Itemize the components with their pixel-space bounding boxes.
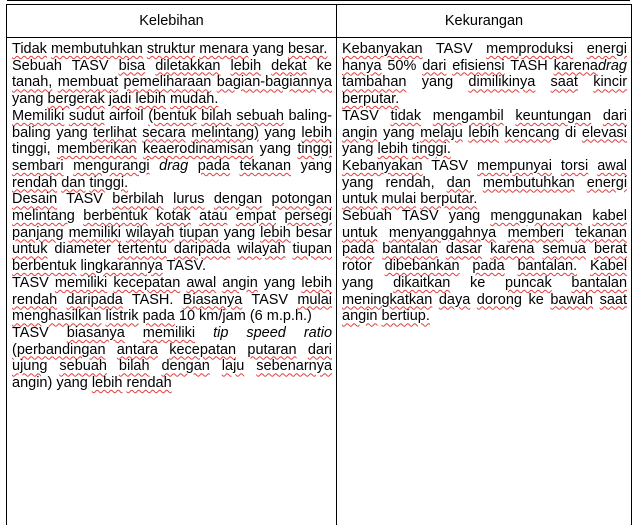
right-paragraph: [342, 41, 627, 108]
left-paragraph: [12, 41, 332, 58]
left-text-run: Memiliki sudut airfoil (bentuk bilah sebuah baling-baling yang terlihat secara melintang) yang lebih tinggi, memberikan keaerodinamisan yang tinggi sembari mengurangi: [12, 107, 333, 174]
kekurangan-cell: [337, 38, 632, 525]
comparison-table: [6, 4, 632, 525]
left-text-run: Desain TASV berbilah lurus dengan potongan melintang berbentuk kotak atau empat persegi panjang memiliki wilayah tiupan yang lebih besar untuk diameter tertentu daripada wilayah tiupan berbentuk lingkarannya TASV.: [12, 191, 333, 275]
table-header-row: [7, 5, 632, 38]
table-body-row: [7, 38, 632, 525]
left-paragraph: [12, 191, 332, 275]
right-text-run: Kebanyakan TASV mempunyai torsi awal yang rendah, dan membutuhkan energi untuk mulai berputar.: [342, 157, 628, 208]
right-text-run: drag: [597, 57, 627, 74]
left-text-run: (perbandingan antara kecepatan putaran dari ujung sebuah bilah dengan laju sebenarnya angin) yang lebih rendah: [12, 341, 333, 392]
left-text-run: Tidak membutuhkan struktur menara yang besar.: [12, 41, 328, 57]
left-paragraph: [12, 58, 332, 108]
left-text-run: Sebuah TASV bisa diletakkan lebih dekat ke tanah, membuat pemeliharaan bagian-bagiannya yang bergerak jadi lebih mudah.: [12, 57, 333, 108]
kelebihan-cell: [7, 38, 337, 525]
left-text-run: drag: [159, 157, 189, 174]
right-text-run: Kebanyakan TASV memproduksi energi hanya 50% dari efisiensi TASH karena: [342, 41, 627, 74]
right-paragraph: [342, 208, 627, 325]
left-paragraph: [12, 275, 332, 325]
right-text-run: tambahan yang dimilikinya saat kincir berputar.: [342, 74, 628, 108]
left-text-run: TASV biasanya memiliki: [12, 324, 196, 341]
left-paragraph: [12, 108, 332, 192]
right-text-run: Sebuah TASV yang menggunakan kabel untuk menyanggahnya memberi tekanan pada bantalan dasar karena semua berat rotor dibebankan pada bantalan. Kabel yang dikaitkan ke puncak bantalan meningkatkan daya dorong ke bawah saat angin bertiup.: [342, 208, 628, 325]
left-text-run: TASV memiliki kecepatan awal angin yang lebih rendah daripada TASH. Biasanya TASV mulai menghasilkan listrik pada 10 km/jam (6 m.p.h.): [12, 274, 333, 325]
top-border-line: [7, 0, 630, 3]
right-text-run: TASV tidak mengambil keuntungan dari angin yang melaju lebih kencang di elevasi yang lebih tinggi.: [342, 107, 628, 158]
right-paragraph: [342, 108, 627, 158]
header-kekurangan: Kekurangan: [337, 5, 632, 38]
left-paragraph: [12, 325, 332, 392]
left-text-run: pada tekanan yang rendah dan tinggi.: [12, 157, 333, 191]
header-kelebihan: Kelebihan: [7, 5, 337, 38]
left-text-run: tip speed ratio: [213, 324, 333, 341]
right-paragraph: [342, 158, 627, 208]
